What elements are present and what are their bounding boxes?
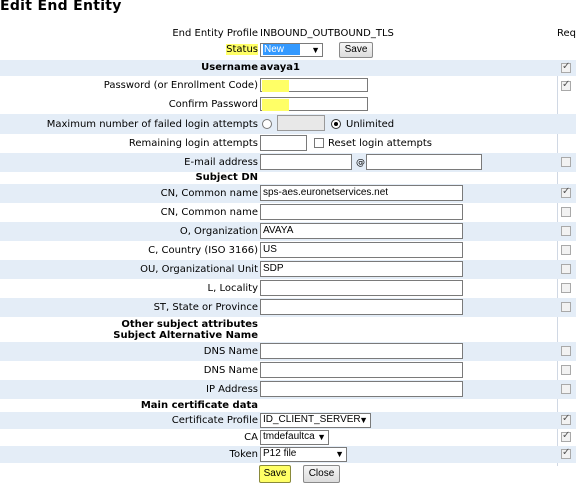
san-required-checkbox[interactable]: [561, 384, 571, 394]
password-required-checkbox: [561, 81, 571, 91]
san-field-row: [0, 380, 576, 399]
dn-field-row: [0, 279, 576, 298]
email-row: [0, 153, 576, 172]
dn-field-row: [0, 260, 576, 279]
ca-select[interactable]: [260, 430, 329, 445]
main-cert-header: Main certificate data: [140, 400, 258, 411]
dn-required-checkbox[interactable]: [561, 226, 571, 236]
san-dns2-input[interactable]: [260, 362, 463, 378]
dn-field-row: [0, 184, 576, 203]
san-field-label: IP Address: [206, 384, 258, 395]
confirm-password-label: Confirm Password: [168, 99, 258, 110]
dn-required-checkbox[interactable]: [561, 207, 571, 217]
confirm-password-row: [0, 95, 576, 114]
unlimited-label: Unlimited: [346, 119, 395, 130]
profile-value: INBOUND_OUTBOUND_TLS: [260, 28, 394, 39]
max-failed-limited-radio[interactable]: [262, 119, 272, 129]
san-required-checkbox[interactable]: [561, 346, 571, 356]
status-row: [0, 42, 576, 60]
max-failed-row: [0, 114, 576, 134]
subject-dn-header: Subject DN: [195, 172, 258, 183]
san-required-checkbox[interactable]: [561, 365, 571, 375]
dn-required-checkbox[interactable]: [561, 188, 571, 198]
status-select[interactable]: [260, 43, 323, 57]
dn-required-checkbox[interactable]: [561, 302, 571, 312]
password-highlight: [262, 80, 289, 92]
san-ip-input[interactable]: [260, 381, 463, 397]
chevron-down-icon: ▼: [317, 432, 326, 442]
ca-required-checkbox: [561, 432, 571, 442]
max-failed-input[interactable]: [277, 115, 325, 131]
subject-dn-header-row: [0, 172, 576, 184]
email-at-sign: @: [356, 158, 365, 168]
confirm-password-highlight: [262, 99, 289, 111]
san-field-row: [0, 361, 576, 380]
dn-country-input[interactable]: US: [260, 242, 463, 258]
email-user-input[interactable]: [260, 154, 352, 170]
san-field-label: DNS Name: [203, 365, 258, 376]
dn-required-checkbox[interactable]: [561, 245, 571, 255]
token-required-checkbox: [561, 449, 571, 459]
dn-org-unit-input[interactable]: SDP: [260, 261, 463, 277]
reset-login-label: Reset login attempts: [328, 138, 432, 149]
dn-locality-input[interactable]: [260, 280, 463, 296]
username-required-checkbox: [561, 63, 571, 73]
remaining-input[interactable]: [260, 135, 307, 151]
remaining-label: Remaining login attempts: [128, 138, 258, 149]
profile-row: [0, 27, 576, 42]
dn-required-checkbox[interactable]: [561, 283, 571, 293]
san-field-label: DNS Name: [203, 346, 258, 357]
status-label: Status: [226, 44, 258, 55]
token-value: P12 file: [263, 448, 297, 459]
dn-field-row: [0, 203, 576, 222]
san-header: Subject Alternative Name: [113, 330, 258, 341]
username-row: [0, 60, 576, 76]
other-attributes-header: Other subject attributes: [121, 319, 258, 330]
password-label: Password (or Enrollment Code): [103, 80, 258, 91]
page-title: Edit End Entity: [0, 0, 122, 14]
san-field-row: [0, 342, 576, 361]
dn-field-row: [0, 298, 576, 317]
cert-profile-required-checkbox: [561, 415, 571, 425]
other-attributes-header-row: [0, 318, 576, 342]
cert-profile-select[interactable]: [260, 413, 371, 428]
dn-state-input[interactable]: [260, 299, 463, 315]
max-failed-label: Maximum number of failed login attempts: [46, 119, 258, 130]
cert-profile-value: ID_CLIENT_SERVER: [263, 414, 361, 425]
cert-profile-label: Certificate Profile: [171, 415, 258, 426]
reset-login-checkbox[interactable]: [314, 138, 324, 148]
dn-field-label: C, Country (ISO 3166): [148, 245, 258, 256]
dn-field-label: ST, State or Province: [153, 302, 258, 313]
dn-cn2-input[interactable]: [260, 204, 463, 220]
dn-cn-input[interactable]: sps-aes.euronetservices.net: [260, 185, 463, 201]
token-select[interactable]: [260, 447, 347, 462]
username-value: avaya1: [260, 62, 300, 73]
status-selected-value: New: [263, 44, 300, 55]
ca-value: tmdefaultca: [263, 431, 315, 442]
dn-field-label: CN, Common name: [160, 207, 258, 218]
chevron-down-icon: ▼: [311, 45, 320, 55]
save-button[interactable]: Save: [259, 465, 291, 483]
email-label: E-mail address: [184, 157, 258, 168]
password-row: [0, 76, 576, 95]
dn-field-label: OU, Organizational Unit: [140, 264, 258, 275]
dn-required-checkbox[interactable]: [561, 264, 571, 274]
cert-profile-row: [0, 412, 576, 429]
email-domain-input[interactable]: [366, 154, 482, 170]
ca-label: CA: [244, 432, 258, 443]
radio-dot-icon: [334, 122, 338, 126]
dn-organization-input[interactable]: AVAYA: [260, 223, 463, 239]
main-cert-header-row: [0, 400, 576, 412]
username-label: Username: [201, 62, 258, 73]
remaining-row: [0, 134, 576, 153]
close-button[interactable]: Close: [303, 465, 340, 483]
san-dns-input[interactable]: [260, 343, 463, 359]
dn-field-row: [0, 241, 576, 260]
required-column-header: Req: [557, 28, 576, 39]
token-label: Token: [229, 449, 258, 460]
dn-field-label: O, Organization: [179, 226, 258, 237]
ca-row: [0, 429, 576, 446]
status-save-button[interactable]: Save: [339, 42, 373, 58]
dn-field-row: [0, 222, 576, 241]
dn-field-label: CN, Common name: [160, 188, 258, 199]
chevron-down-icon: ▼: [359, 415, 368, 425]
token-row: [0, 446, 576, 463]
chevron-down-icon: ▼: [335, 449, 344, 459]
email-required-checkbox: [561, 157, 571, 167]
max-failed-unlimited-radio[interactable]: [331, 119, 341, 129]
dn-field-label: L, Locality: [207, 283, 258, 294]
profile-label: End Entity Profile: [172, 28, 258, 39]
